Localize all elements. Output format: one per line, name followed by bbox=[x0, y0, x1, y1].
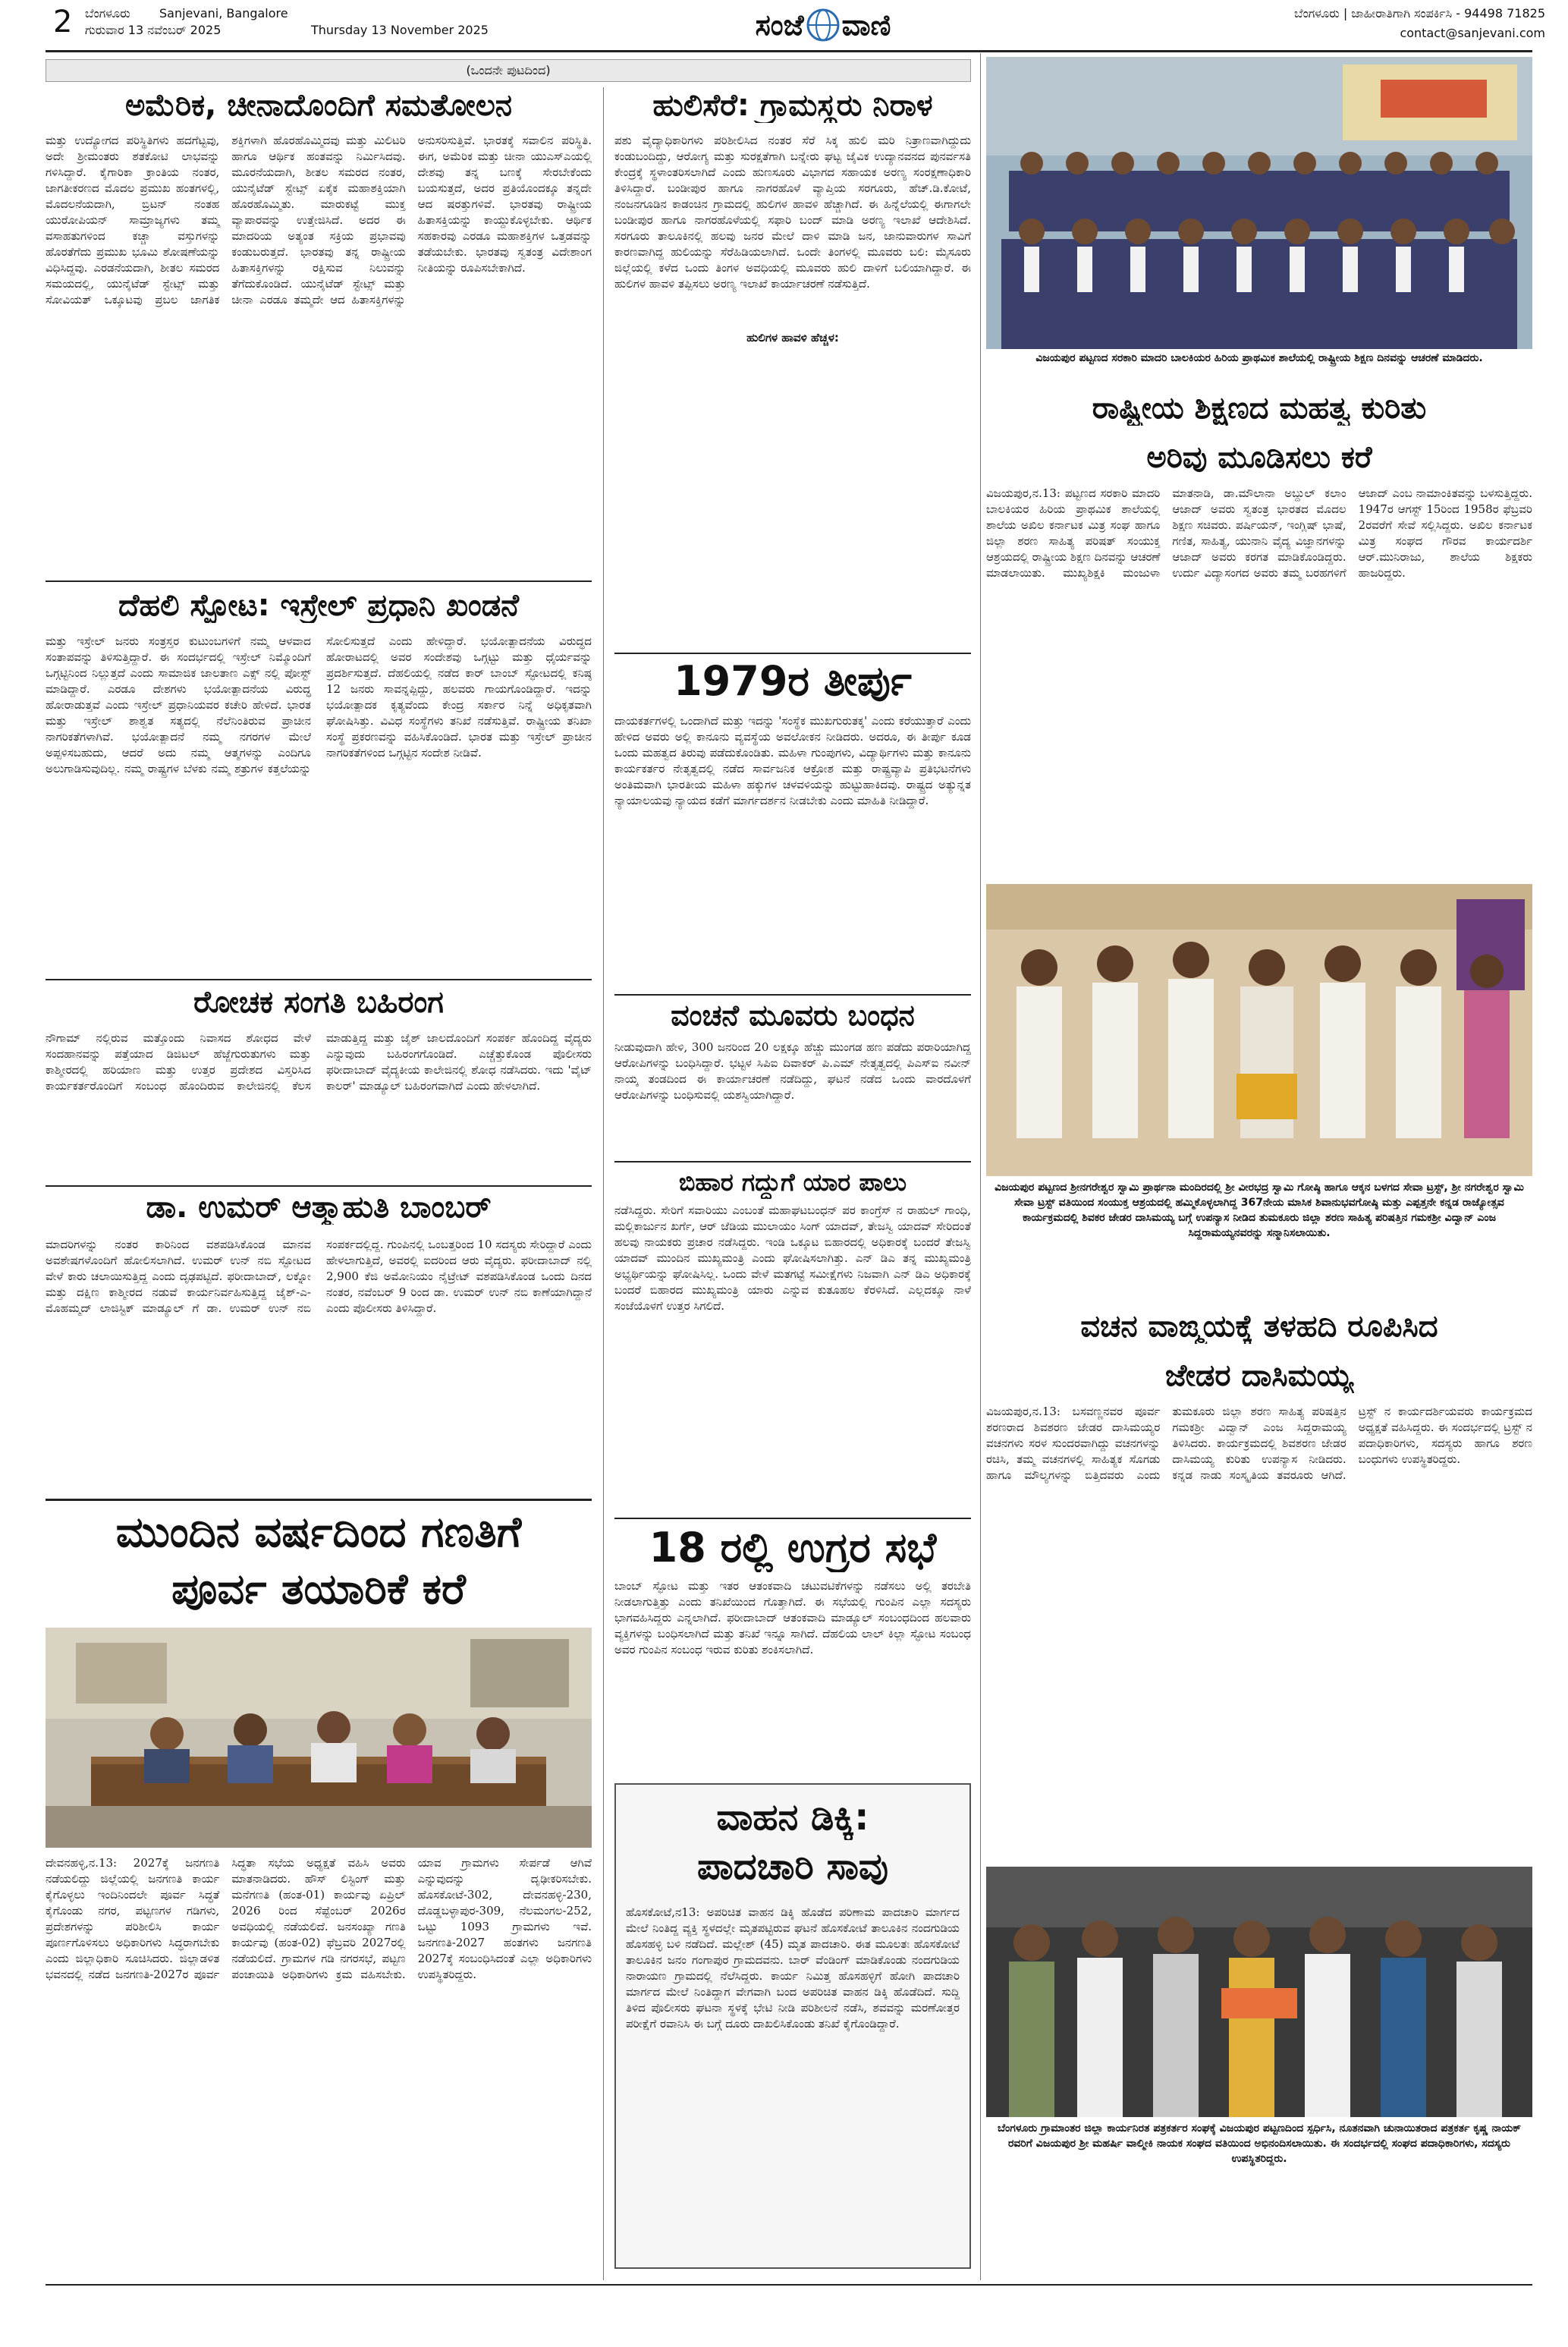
delhi-body bbox=[46, 634, 592, 975]
header-city: ಬೆಂಗಳೂರು bbox=[85, 6, 130, 20]
journalist-felicitation-photo bbox=[986, 1867, 1532, 2117]
rochaka-body bbox=[46, 1030, 592, 1182]
rochaka-headline: ರೋಚಕ ಸಂಗತಿ ಬಹಿರಂಗ bbox=[193, 985, 444, 1020]
census-headline-line1: ಮುಂದಿನ ವರ್ಷದಿಂದ ಗಣತಿಗೆ bbox=[115, 1508, 522, 1557]
journalist-photo-illustration bbox=[986, 1867, 1532, 2117]
logo-left-text: ಸಂಜೆ bbox=[755, 8, 804, 42]
meeting-photo-illustration bbox=[46, 1628, 592, 1848]
divider-h bbox=[614, 653, 971, 654]
hulisere-headline: ಹುಲಿಸೆರೆ: ಗ್ರಾಮಸ್ಥರು ನಿರಾಳ bbox=[652, 88, 933, 123]
divider-h bbox=[46, 1185, 592, 1187]
jedara-headline-line2: ಜೇಡರ ದಾಸಿಮಯ್ಯ bbox=[1164, 1358, 1354, 1393]
accident-body bbox=[626, 1905, 960, 2261]
divider-h bbox=[614, 994, 971, 996]
globe-icon bbox=[806, 8, 841, 42]
school-photo-caption: ವಿಜಯಪುರ ಪಟ್ಟಣದ ಸರಕಾರಿ ಮಾದರಿ ಬಾಲಕಿಯರ ಹಿರಿಯ ಪ್ರಾಥಮಿಕ ಶಾಲೆಯಲ್ಲಿ ರಾಷ್ಟ್ರೀಯ ಶಿಕ್ಷಣ ದಿನವನ್ನು ಆಚರಣೆ ಮಾಡಿದರು. bbox=[1035, 352, 1483, 364]
hulisere-subhead: ಹುಲಿಗಳ ಹಾವಳಿ ಹೆಚ್ಚಳ: bbox=[614, 330, 971, 346]
tirpu-body-text: ದಾಯಕರ್ತಗಳಲ್ಲಿ ಒಂದಾಗಿದೆ ಮತ್ತು ಇದನ್ನು 'ಸಂಸ್ಥೆಕ ಮುಖಗುರುತಕ್ಕ' ಎಂದು ಕರೆಯುತ್ತಾರೆ ಎಂದು ಹೇಳಿದ ಅವರು ಅಲ್ಲಿ ಕಾನೂನು ವ್ಯವಸ್ಥೆಯ ಅವಲೋಕನ ನೀಡಿದರು. ಅದರೂ, ಈ ತೀರ್ಪು ಕೂಡ ಒಂದು ಮಹತ್ವದ ತಿರುವು ಪಡೆದುಕೊಂಡಿತು. ಮಹಿಳಾ ಗುಂಪುಗಳು, ವಿದ್ಯಾರ್ಥಿಗಳು ಮತ್ತು ಕಾನೂನು ಕಾರ್ಯಕರ್ತರ ನೇತೃತ್ವದಲ್ಲಿ ನಡೆದ ಸಾರ್ವಜನಿಕ ಆಕ್ರೋಶ ಮತ್ತು ರಾಷ್ಟ್ರವ್ಯಾಪಿ ಪ್ರತಿಭಟನೆಗಳು ಅಂತಿಮವಾಗಿ ಭಾರತೀಯ ಮಹಿಳಾ ಹಕ್ಕುಗಳ ಚಳವಳಿಯನ್ನು ಹುಟ್ಟುಹಾಕಿದವು. ರಾಷ್ಟ್ರದ ಅತ್ಯುನ್ನತ ನ್ಯಾಯಾಲಯವು ನ್ಯಾಯದ ಕಡೆಗೆ ಮಾರ್ಗದರ್ಶನ ನೀಡಬೇಕು ಎಂದು ಮಾಹಿತಿ ನೀಡಿದ್ದಾರೆ. bbox=[614, 714, 971, 807]
education-headline-line2: ಅರಿವು ಮೂಡಿಸಲು ಕರೆ bbox=[1146, 440, 1372, 475]
umar-body bbox=[46, 1237, 592, 1495]
divider-h bbox=[46, 580, 592, 582]
bihar-headline: ಬಿಹಾರ ಗದ್ದುಗೆ ಯಾರ ಪಾಲು bbox=[678, 1168, 907, 1197]
rochaka-body-text: ನೌಗಾಮ್ ನಲ್ಲಿರುವ ಮತ್ತೊಂದು ನಿವಾಸದ ಶೋಧದ ವೇಳೆ ಸಂದಹಾನವನ್ನು ಪತ್ತೆಯಾದ ಡಿಜಿಟಲ್ ಹೆಜ್ಜೆಗುರುತುಗಳು ಮತ್ತು ಕಾಶ್ಮೀರದಲ್ಲಿ ಹರಿಯಾಣ ಮತ್ತು ಉತ್ತರ ಪ್ರದೇಶದ ವಿಸ್ತರಿಸಿದ ಕಾರ್ಯಕರ್ತರೊಂದಿಗೆ ಸಂಬಂಧ ಹೊಂದಿರುವ ಕಾಲೇಜಿನಲ್ಲಿ ಕೆಲಸ ಮಾಡುತ್ತಿದ್ದ ಮತ್ತು ಜೈಶ್ ಜಾಲದೊಂದಿಗೆ ಸಂಪರ್ಕ ಹೊಂದಿದ್ದ ವೈದ್ಯರು ಎನ್ನುವುದು ಬಹಿರಂಗಗೊಂಡಿದೆ. ಎಚ್ಚೆತ್ತುಕೊಂಡ ಪೊಲೀಸರು ಫರೀದಾಬಾದ್ ವೈದ್ಯಕೀಯ ಕಾಲೇಜಿನಲ್ಲಿ ಶೋಧ ನಡೆಸಿದರು. ಇದು 'ವೈಟ್ ಕಾಲರ್' ಮಾಡ್ಯೂಲ್ ಬಹಿರಂಗವಾಗಿದೆ ಎಂದು ಹೇಳಲಾಗಿದೆ. bbox=[46, 1031, 592, 1093]
school-photo bbox=[986, 57, 1532, 349]
education-body-text: ವಿಜಯಪುರ,ನ.13: ಪಟ್ಟಣದ ಸರಕಾರಿ ಮಾದರಿ ಬಾಲಕಿಯರ ಹಿರಿಯ ಪ್ರಾಥಮಿಕ ಶಾಲೆಯಲ್ಲಿ ಶಾಲೆಯ ಅಖಿಲ ಕರ್ನಾಟಕ ಮಿತ್ರ ಸಂಘ ಹಾಗೂ ಜಿಲ್ಲಾ ಶರಣ ಸಾಹಿತ್ಯ ಪರಿಷತ್ ಸಂಯುಕ್ತ ಆಶ್ರಯದಲ್ಲಿ ರಾಷ್ಟ್ರೀಯ ಶಿಕ್ಷಣ ದಿನವನ್ನು ಆಚರಣೆ ಮಾಡಲಾಯಿತು. ಮುಖ್ಯಶಿಕ್ಷಕಿ ಮಂಜುಳಾ ಮಾತನಾಡಿ, ಡಾ.ಮೌಲಾನಾ ಅಬ್ದುಲ್ ಕಲಾಂ ಆಜಾದ್ ಅವರು ಸ್ವತಂತ್ರ ಭಾರತದ ಮೊದಲ ಶಿಕ್ಷಣ ಸಚಿವರು. ಪರ್ಷಿಯನ್, ಇಂಗ್ಲಿಷ್ ಭಾಷೆ, ಗಣಿತ, ಸಾಹಿತ್ಯ, ಯುನಾನಿ ವೈದ್ಯ ವಿಜ್ಞಾನಗಳನ್ನು ಆಜಾದ್ ಅವರು ಕರಗತ ಮಾಡಿಕೊಂಡಿದ್ದರು. ಉರ್ದು ವಿದ್ಯಾಸಂಗದ ಅವರು ತಮ್ಮ ಬರಹಗಳಿಗೆ ಆಜಾದ್ ಎಂಬ ನಾಮಾಂಕಿತವನ್ನು ಬಳಸುತ್ತಿದ್ದರು. 1947ರ ಆಗಸ್ಟ್ 15ರಿಂದ 1958ರ ಫೆಬ್ರವರಿ 2ರವರೆಗೆ ಸೇವೆ ಸಲ್ಲಿಸಿದ್ದರು. ಅಖಿಲ ಕರ್ನಾಟಕ ಮಿತ್ರ ಸಂಘದ ಗೌರವ ಕಾರ್ಯದರ್ಶಿ ಆರ್.ಮುನಿರಾಜು, ಶಾಲೆಯ ಶಿಕ್ಷಕರು ಹಾಜರಿದ್ದರು. bbox=[986, 486, 1532, 580]
column-divider bbox=[603, 87, 604, 2280]
divider-h bbox=[614, 1161, 971, 1162]
education-body bbox=[986, 486, 1532, 873]
america-body-text: ಮತ್ತು ಉದ್ಯೋಗದ ಪರಿಸ್ಥಿತಿಗಳು ಹದಗೆಟ್ಟವು, ಅದೇ ಶ್ರೀಮಂತರು ಶತಕೋಟಿ ಲಾಭವನ್ನು ಗಳಿಸಿದ್ದಾರೆ. ಕೈಗಾರಿಕಾ ಕ್ರಾಂತಿಯ ನಂತರ, ಜಾಗತೀಕರಣದ ಮೊದಲ ಪ್ರಮುಖ ಹಂತಗಳಲ್ಲಿ, ಮೊದಲನೆಯದಾಗಿ, ಬ್ರಿಟನ್ ನಂತಹ ಯುರೋಪಿಯನ್ ಸಾಮ್ರಾಜ್ಯಗಳು ತಮ್ಮ ವಸಾಹತುಗಳಿಂದ ಕಚ್ಚಾ ವಸ್ತುಗಳನ್ನು ಹೊರತೆಗೆದು ಪ್ರಮುಖ ಭೂಮಿ ಶೋಷಣೆಯನ್ನು ವಿಧಿಸಿದ್ದವು. ಎರಡನೆಯದಾಗಿ, ಶೀತಲ ಸಮರದ ಸಮಯದಲ್ಲಿ, ಯುನೈಟೆಡ್ ಸ್ಟೇಟ್ಸ್ ಮತ್ತು ಸೋವಿಯತ್ ಒಕ್ಕೂಟವು ಪ್ರಬಲ ಜಾಗತಿಕ ಶಕ್ತಿಗಳಾಗಿ ಹೊರಹೊಮ್ಮಿದವು ಮತ್ತು ಮಿಲಿಟರಿ ಹಾಗೂ ಆರ್ಥಿಕ ಹಂತವನ್ನು ನಿರ್ಮಿಸಿದವು. ಮೂರನೆಯದಾಗಿ, ಶೀತಲ ಸಮರದ ನಂತರ, ಯುನೈಟೆಡ್ ಸ್ಟೇಟ್ಸ್ ಏಕೈಕ ಮಹಾಶಕ್ತಿಯಾಗಿ ಹೊರಹೊಮ್ಮಿತು. ಮಾರುಕಟ್ಟೆ ಮುಕ್ತ ವ್ಯಾಪಾರವನ್ನು ಉತ್ತೇಜಿಸಿದೆ. ಅದರ ಈ ಮಾದರಿಯ ಅತ್ಯಂತ ಸಕ್ರಿಯ ಪ್ರಭಾವವು ಕಂಡುಬರುತ್ತದೆ. ಭಾರತವು ತನ್ನ ರಾಷ್ಟ್ರೀಯ ಹಿತಾಸಕ್ತಿಗಳನ್ನು ರಕ್ಷಿಸುವ ನಿಲುವನ್ನು ತೆಗೆದುಕೊಂಡಿದೆ. ಯುನೈಟೆಡ್ ಸ್ಟೇಟ್ಸ್ ಮತ್ತು ಚೀನಾ ಎರಡೂ ತಮ್ಮದೇ ಆದ ಹಿತಾಸಕ್ತಿಗಳನ್ನು ಅನುಸರಿಸುತ್ತಿವೆ. ಭಾರತಕ್ಕೆ ಸವಾಲಿನ ಪರಿಸ್ಥಿತಿ. ಈಗ, ಅಮೆರಿಕ ಮತ್ತು ಚೀನಾ ಯುಎಸ್ಎಯಲ್ಲಿ ದೇಶವು ತನ್ನ ಬಣಕ್ಕೆ ಸೇರಬೇಕೆಂದು ಬಯಸುತ್ತದೆ, ಅದರ ಪ್ರತಿಯೊಂದಕ್ಕೂ ತನ್ನದೇ ಆದ ಷರತ್ತುಗಳಿವೆ. ಭಾರತವು ರಾಷ್ಟ್ರೀಯ ಹಿತಾಸಕ್ತಿಯನ್ನು ಕಾಯ್ದುಕೊಳ್ಳಬೇಕು. ಆರ್ಥಿಕ ಸಹಕಾರವು ಎರಡೂ ಮಹಾಶಕ್ತಿಗಳ ಒತ್ತಡವನ್ನು ತಡೆಯಬೇಕು. ಭಾರತವು ಸ್ವತಂತ್ರ ವಿದೇಶಾಂಗ ನೀತಿಯನ್ನು ರೂಪಿಸಬೇಕಾಗಿದೆ. bbox=[46, 134, 592, 307]
vanchane-body bbox=[614, 1040, 971, 1157]
bihar-body-text: ನಡೆಸಿದ್ದರು. ಸೇರಿಗೆ ಸವಾರಿಯು ಎಂಬಂತೆ ಮಹಾಘಟಬಂಧನ್ ಪರ ಕಾಂಗ್ರೆಸ್ ನ ರಾಹುಲ್ ಗಾಂಧಿ, ಮಲ್ಲಿಕಾರ್ಜುನ ಖರ್ಗೆ, ಆರ್ ಜೆಡಿಯ ಮುಲಾಯಂ ಸಿಂಗ್ ಯಾದವ್, ತೇಜಸ್ವಿ ಯಾದವ್ ಸೇರಿದಂತೆ ಹಲವು ನಾಯಕರು ಪ್ರಚಾರ ನಡೆಸಿದ್ದರು. ಇಂಡಿ ಒಕ್ಕೂಟ ಬಿಹಾರದಲ್ಲಿ ಅಧಿಕಾರಕ್ಕೆ ಬಂದರೆ ತೇಜಸ್ವಿ ಯಾದವ್ ಮುಂದಿನ ಮುಖ್ಯಮಂತ್ರಿ ಎಂದು ಘೋಷಿಸಲಾಗಿತ್ತು. ಎನ್ ಡಿಎ ತನ್ನ ಮುಖ್ಯಮಂತ್ರಿ ಅಭ್ಯರ್ಥಿಯನ್ನು ಘೋಷಿಸಿಲ್ಲ. ಒಂದು ವೇಳೆ ಮತಗಟ್ಟೆ ಸಮೀಕ್ಷೆಗಳು ನಿಜವಾಗಿ ಎನ್ ಡಿಎ ಅಧಿಕಾರಕ್ಕೆ ಬಂದರೆ ಬಿಹಾರದ ಮುಖ್ಯಮಂತ್ರಿ ಯಾರು ಎನ್ನುವ ಕುತೂಹಲ ಕೆರಳಿಸಿದೆ. ಎಲ್ಲದಕ್ಕೂ ನಾಳೆ ಸಂಜೆಯೊಳಗೆ ಉತ್ತರ ಸಿಗಲಿದೆ. bbox=[614, 1203, 971, 1313]
sabhe-headline: 18 ರಲ್ಲಿ ಉಗ್ರರ ಸಭೆ bbox=[649, 1524, 937, 1571]
tirpu-body bbox=[614, 713, 971, 986]
bihar-body bbox=[614, 1203, 971, 1514]
divider-h bbox=[46, 1499, 592, 1501]
header-divider bbox=[46, 50, 1532, 52]
felicitation-photo bbox=[986, 884, 1532, 1176]
header-email[interactable]: contact@sanjevani.com bbox=[1400, 26, 1545, 40]
tirpu-headline: 1979ರ ತೀರ್ಪು bbox=[674, 657, 912, 705]
masthead-logo bbox=[698, 6, 948, 44]
census-body bbox=[46, 1855, 592, 2280]
america-headline: ಅಮೆರಿಕ, ಚೀನಾದೊಂದಿಗೆ ಸಮತೋಲನ bbox=[125, 88, 512, 123]
column-divider bbox=[980, 53, 981, 2280]
accident-headline-line2: ಪಾದಚಾರಿ ಸಾವು bbox=[696, 1845, 889, 1888]
journalist-photo-caption: ಬೆಂಗಳೂರು ಗ್ರಾಮಾಂತರ ಜಿಲ್ಲಾ ಕಾರ್ಯನಿರತ ಪತ್ರಕರ್ತರ ಸಂಘಕ್ಕೆ ವಿಜಯಪುರ ಪಟ್ಟಣದಿಂದ ಸ್ಪರ್ಧಿಸಿ, ನೂತನವಾಗಿ ಚುನಾಯಿತರಾದ ಪತ್ರಕರ್ತ ಕೃಷ್ಣ ನಾಯಕ್ ರವರಿಗೆ ವಿಜಯಪುರ ಶ್ರೀ ಮಹರ್ಷಿ ವಾಲ್ಮೀಕಿ ನಾಯಕ ಸಂಘದ ವತಿಯಿಂದ ಅಭಿನಂದಿಸಲಾಯಿತು. ಈ ಸಂದರ್ಭದಲ್ಲಿ ಸಂಘದ ಪದಾಧಿಕಾರಿಗಳು, ಸದಸ್ಯರು ಉಪಸ್ಥಿತರಿದ್ದರು. bbox=[997, 2122, 1522, 2165]
america-body bbox=[46, 133, 592, 577]
logo-right-text: ವಾಣಿ bbox=[841, 8, 891, 42]
header-ad-contact: ಬೆಂಗಳೂರು | ಜಾಹೀರಾತಿಗಾಗಿ ಸಂಪರ್ಕಿಸಿ - 94498 71825 bbox=[1294, 6, 1545, 20]
footer-divider bbox=[46, 2284, 1532, 2286]
delhi-headline: ದೆಹಲಿ ಸ್ಫೋಟ: ಇಸ್ರೇಲ್ ಪ್ರಧಾನಿ ಖಂಡನೆ bbox=[118, 588, 520, 623]
header-date-en: Thursday 13 November 2025 bbox=[311, 23, 489, 37]
continued-banner: (ಒಂದನೇ ಪುಟದಿಂದ) bbox=[46, 59, 971, 82]
umar-body-text: ಮಾದರಿಗಳನ್ನು ನಂತರ ಕಾರಿನಿಂದ ವಶಪಡಿಸಿಕೊಂಡ ಮಾನವ ಅವಶೇಷಗಳೊಂದಿಗೆ ಹೋಲಿಸಲಾಗಿದೆ. ಉಮರ್ ಉನ್ ನಬಿ ಸ್ಫೋಟದ ವೇಳೆ ಕಾರು ಚಲಾಯಿಸುತ್ತಿದ್ದ ಎಂದು ದೃಢಪಟ್ಟಿದೆ. ಫರೀದಾಬಾದ್, ಲಕ್ನೋ ಮತ್ತು ದಕ್ಷಿಣ ಕಾಶ್ಮೀರದ ನಡುವೆ ಕಾರ್ಯನಿರ್ವಹಿಸುತ್ತಿದ್ದ ಜೈಶ್-ಎ-ಮೊಹಮ್ಮದ್ ಲಾಜಿಸ್ಟಿಕ್ ಮಾಡ್ಯೂಲ್ ಗೆ ಡಾ. ಉಮರ್ ಉನ್ ನಬಿ ಸಂಪರ್ಕದಲ್ಲಿದ್ದ. ಗುಂಪಿನಲ್ಲಿ ಒಂಬತ್ತರಿಂದ 10 ಸದಸ್ಯರು ಸೇರಿದ್ದಾರೆ ಎಂದು ಹೇಳಲಾಗುತ್ತಿದೆ, ಅವರಲ್ಲಿ ಐದರಿಂದ ಆರು ವೈದ್ಯರು. ಫರೀದಾಬಾದ್ ನಲ್ಲಿ 2,900 ಕೆಜಿ ಅಮೋನಿಯಂ ನೈಟ್ರೇಟ್ ವಶಪಡಿಸಿಕೊಂಡ ಒಂದು ದಿನದ ನಂತರ, ನವೆಂಬರ್ 9 ರಿಂದ ಡಾ. ಉಮರ್ ಉನ್ ನಬಿ ಕಾಣೆಯಾಗಿದ್ದಾನೆ ಎಂದು ಪೊಲೀಸರು ತಿಳಿಸಿದ್ದಾರೆ. bbox=[46, 1238, 592, 1315]
census-body-text: ದೇವನಹಳ್ಳಿ,ನ.13: 2027ಕ್ಕೆ ಜನಗಣತಿ ನಡೆಯಲಿದ್ದು ಜಿಲ್ಲೆಯಲ್ಲಿ ಜನಗಣತಿ ಕಾರ್ಯ ಕೈಗೊಳ್ಳಲು ಇಂದಿನಿಂದಲೇ ಪೂರ್ವ ಸಿದ್ಧತೆ ಕೈಗೊಂಡು ನಗರ, ಪಟ್ಟಣಗಳ ಗಡಿಗಳು, ಪ್ರದೇಶಗಳನ್ನು ಪರಿಶೀಲಿಸಿ ಕಾರ್ಯ ಪೂರ್ಣಗೊಳಿಸಲು ಅಧಿಕಾರಿಗಳು ಸಿದ್ಧರಾಗಬೇಕು ಎಂದು ಜಿಲ್ಲಾಧಿಕಾರಿ ಸೂಚಿಸಿದರು. ಜಿಲ್ಲಾಡಳಿತ ಭವನದಲ್ಲಿ ನಡೆದ ಜನಗಣತಿ-2027ರ ಪೂರ್ವ ಸಿದ್ಧತಾ ಸಭೆಯ ಅಧ್ಯಕ್ಷತೆ ವಹಿಸಿ ಅವರು ಮಾತನಾಡಿದರು. ಹೌಸ್ ಲಿಸ್ಟಿಂಗ್ ಮತ್ತು ಮನೆಗಣತಿ (ಹಂತ-01) ಕಾರ್ಯವು ಏಪ್ರಿಲ್ 2026 ರಿಂದ ಸೆಪ್ಟೆಂಬರ್ 2026ರ ಅವಧಿಯಲ್ಲಿ ನಡೆಯಲಿದೆ. ಜನಸಂಖ್ಯಾ ಗಣತಿ ಕಾರ್ಯವು (ಹಂತ-02) ಫೆಬ್ರವರಿ 2027ರಲ್ಲಿ ನಡೆಯಲಿದೆ. ಗ್ರಾಮಗಳ ಗಡಿ ನಗರಸಭೆ, ಪಟ್ಟಣ ಪಂಚಾಯಿತಿ ಅಧಿಕಾರಿಗಳು ಕ್ರಮ ವಹಿಸಬೇಕು. ಯಾವ ಗ್ರಾಮಗಳು ಸೇರ್ಪಡೆ ಆಗಿವೆ ಎನ್ನುವುದನ್ನು ದೃಢೀಕರಿಸಬೇಕು. ಹೊಸಕೋಟೆ-302, ದೇವನಹಳ್ಳಿ-230, ದೊಡ್ಡಬಳ್ಳಾಪುರ-309, ನೆಲಮಂಗಲ-252, ಒಟ್ಟು 1093 ಗ್ರಾಮಗಳು ಇವೆ. ಜನಗಣತಿ-2027 ಹಂತಗಳು ಜನಗಣತಿ 2027ಕ್ಕೆ ಸಂಬಂಧಿಸಿದಂತೆ ಎಲ್ಲಾ ಅಧಿಕಾರಿಗಳು ಉಪಸ್ಥಿತರಿದ್ದರು. bbox=[46, 1856, 592, 1981]
accident-body-text: ಹೊಸಕೋಟೆ,ನ13: ಅಪರಿಚಿತ ವಾಹನ ಡಿಕ್ಕಿ ಹೊಡೆದ ಪರಿಣಾಮ ಪಾದಚಾರಿ ಮಾರ್ಗದ ಮೇಲೆ ನಿಂತಿದ್ದ ವ್ಯಕ್ತಿ ಸ್ಥಳದಲ್ಲೇ ಮೃತಪಟ್ಟಿರುವ ಘಟನೆ ಹೊಸಕೋಟೆ ತಾಲೂಕಿನ ನಂದಗುಡಿಯ ಹೊಸಹಳ್ಳಿ ಬಳಿ ನಡೆದಿದೆ. ಮಲ್ಲೇಶ್ (45) ಮೃತ ಪಾದಚಾರಿ. ಈತ ಮೂಲತಃ ಹೊಸಕೋಟೆ ತಾಲೂಕಿನ ಜನಂ ಗಂಗಾಪುರ ಗ್ರಾಮದವನು. ಬಾರ್ ವೆಂಡಿಂಗ್ ಮಾಡಿಕೊಂಡು ನಂದಗುಡಿಯ ನಾರಾಯಣ ಗ್ರಾಮದಲ್ಲಿ ನೆಲೆಸಿದ್ದರು. ಕಾರ್ಯ ನಿಮಿತ್ತ ಹೊಸಹಳ್ಳಿಗೆ ಹೋಗಿ ಪಾದಚಾರಿ ಮಾರ್ಗದ ಮೇಲೆ ನಿಂತಿದ್ದಾಗ ವೇಗವಾಗಿ ಬಂದ ಅಪರಿಚಿತ ವಾಹನ ಡಿಕ್ಕಿ ಹೊಡೆದಿದೆ. ಸುದ್ದಿ ತಿಳಿದ ಪೊಲೀಸರು ಘಟನಾ ಸ್ಥಳಕ್ಕೆ ಭೇಟಿ ನೀಡಿ ಪರಿಶೀಲನೆ ನಡೆಸಿ, ಶವವನ್ನು ಮರಣೋತ್ತರ ಪರೀಕ್ಷೆಗೆ ರವಾನಿಸಿ ಈ ಬಗ್ಗೆ ದೂರು ದಾಖಲಿಸಿಕೊಂಡು ತನಿಖೆ ಕೈಗೊಂಡಿದ್ದಾರೆ. bbox=[626, 1905, 960, 2031]
school-photo-illustration bbox=[986, 57, 1532, 349]
umar-headline: ಡಾ. ಉಮರ್ ಆತ್ಮಾಹುತಿ ಬಾಂಬರ್ bbox=[146, 1190, 492, 1225]
accident-headline-line1: ವಾಹನ ಡಿಕ್ಕಿ: bbox=[716, 1796, 869, 1839]
census-headline-line2: ಪೂರ್ವ ತಯಾರಿಕೆ ಕರೆ bbox=[171, 1565, 466, 1614]
hulisere-body bbox=[614, 133, 971, 649]
divider-h bbox=[46, 979, 592, 980]
education-headline-line1: ರಾಷ್ಟ್ರೀಯ ಶಿಕ್ಷಣದ ಮಹತ್ವ ಕುರಿತು bbox=[1092, 391, 1427, 426]
vanchane-body-text: ನೀಡುವುದಾಗಿ ಹೇಳಿ, 300 ಜನರಿಂದ 20 ಲಕ್ಷಕ್ಕೂ ಹೆಚ್ಚು ಮುಂಗಡ ಹಣ ಪಡೆದು ಪರಾರಿಯಾಗಿದ್ದ ಆರೋಪಿಗಳನ್ನು ಬಂಧಿಸಿದ್ದಾರೆ. ಭಟ್ಟಳ ಸಿಪಿಐ ದಿವಾಕರ್ ಪಿ.ಎಮ್ ನೇತೃತ್ವದಲ್ಲಿ ಪಿಎಸ್ಐ ನವೀನ್ ನಾಯ್ಕ ತಂಡದಿಂದ ಈ ಕಾರ್ಯಾಚರಣೆ ನಡೆದಿದ್ದು, ಘಟನೆ ನಡೆದ ಒಂದು ವಾರದೊಳಗೆ ಆರೋಪಿಗಳನ್ನು ಬಂಧಿಸುವಲ್ಲಿ ಯಶಸ್ವಿಯಾಗಿದ್ದಾರೆ. bbox=[614, 1040, 971, 1102]
vanchane-headline: ವಂಚನೆ ಮೂವರು ಬಂಧನ bbox=[671, 999, 915, 1032]
sabhe-body-text: ಬಾಂಬ್ ಸ್ಫೋಟ ಮತ್ತು ಇತರ ಆತಂಕವಾದಿ ಚಟುವಟಿಕೆಗಳನ್ನು ನಡೆಸಲು ಅಲ್ಲಿ ತರಬೇತಿ ನೀಡಲಾಗುತ್ತಿತ್ತು ಎಂದು ತನಿಖೆಯಿಂದ ಗೊತ್ತಾಗಿದೆ. ಈ ಸಭೆಯಲ್ಲಿ ಗುಂಪಿನ ಎಲ್ಲಾ ಸದಸ್ಯರು ಭಾಗವಹಿಸಿದ್ದರು ಎನ್ನಲಾಗಿದೆ. ಫರೀದಾಬಾದ್ ಆತಂಕವಾದಿ ಮಾಡ್ಯೂಲ್ ಸಂಬಂಧದಿಂದ ಹಲವಾರು ವ್ಯಕ್ತಿಗಳನ್ನು ಬಂಧಿಸಲಾಗಿದೆ ಮತ್ತು ತನಿಖೆ ಇನ್ನೂ ಸಾಗಿದೆ. ದೆಹಲಿಯ ಲಾಲ್ ಕಿಲ್ಲಾ ಸ್ಫೋಟ ಸಂಬಂಧ ಅವರ ಗುಂಪಿನ ಸಂಬಂಧ ಇರುವ ಕುರಿತು ಶಂಕಿಸಲಾಗಿದೆ. bbox=[614, 1579, 971, 1656]
jedara-body bbox=[986, 1404, 1532, 1859]
census-meeting-photo bbox=[46, 1628, 592, 1848]
page-number: 2 bbox=[53, 5, 73, 39]
divider-h bbox=[614, 1518, 971, 1519]
felicitation-photo-illustration bbox=[986, 884, 1532, 1176]
felicitation-photo-caption: ವಿಜಯಪುರ ಪಟ್ಟಣದ ಶ್ರೀನಗರೇಶ್ವರ ಸ್ವಾಮಿ ಪ್ರಾರ್ಥನಾ ಮಂದಿರದಲ್ಲಿ ಶ್ರೀ ವೀರಭದ್ರ ಸ್ವಾಮಿ ಗೋಷ್ಠಿ ಹಾಗೂ ಆಕ್ಕನ ಬಳಗದ ಸೇವಾ ಟ್ರಸ್ಟ್, ಶ್ರೀ ನಗರೇಶ್ವರ ಸ್ವಾಮಿ ಸೇವಾ ಟ್ರಸ್ಟ್ ವತಿಯಿಂದ ಸಂಯುಕ್ತ ಆಶ್ರಯದಲ್ಲಿ ಹಮ್ಮಿಕೊಳ್ಳಲಾಗಿದ್ದ 367ನೇಯ ಮಾಸಿಕ ಶಿವಾನುಭವಗೋಷ್ಠಿ ಮತ್ತು ಎಪ್ಪತ್ತನೇ ಕನ್ನಡ ರಾಜ್ಯೋತ್ಸವ ಕಾರ್ಯಕ್ರಮದಲ್ಲಿ ಶಿವಕರ ಜೇಡರ ದಾಸಿಮಯ್ಯ ಬಗ್ಗೆ ಉಪನ್ಯಾಸ ನೀಡಿದ ತುಮಕೂರು ಜಿಲ್ಲಾ ಶರಣ ಸಾಹಿತ್ಯ ಪರಿಷತ್ತಿನ ಗಮಕಶ್ರೀ ವಿದ್ವಾನ್ ಎಂಜ ಸಿದ್ದರಾಮಯ್ಯನವರನ್ನು ಸನ್ಮಾನಿಸಲಾಯಿತು. bbox=[995, 1181, 1524, 1239]
sabhe-body bbox=[614, 1578, 971, 1776]
hulisere-body-text: ಪಶು ವೈದ್ಯಾಧಿಕಾರಿಗಳು ಪರಿಶೀಲಿಸಿದ ನಂತರ ಸೆರೆ ಸಿಕ್ಕ ಹುಲಿ ಮರಿ ನಿತ್ರಾಣವಾಗಿದ್ದುದು ಕಂಡುಬಂದಿದ್ದು, ಆರೋಗ್ಯ ಮತ್ತು ಸುರಕ್ಷತೆಗಾಗಿ ಬನ್ನೇರು ಘಟ್ಟ ಜೈವಿಕ ಉದ್ಯಾನವನದ ಪುನರ್ವಸತಿ ಕೇಂದ್ರಕ್ಕೆ ಸ್ಥಳಾಂತರಿಸಲಾಗಿದೆ ಎಂದು ಹುಣಸೂರು ವಿಭಾಗದ ಸಹಾಯಕ ಅರಣ್ಯ ಸಂರಕ್ಷಣಾಧಿಕಾರಿ ತಿಳಿಸಿದ್ದಾರೆ. ಬಂಡೀಪುರ ಹಾಗೂ ನಾಗರಹೊಳೆ ವ್ಯಾಪ್ತಿಯ ಸರಗೂರು, ಹೆಚ್.ಡಿ.ಕೋಟೆ, ನಂಜನಗೂಡಿನ ಕಾಡಂಚಿನ ಗ್ರಾಮದಲ್ಲಿ ಹುಲಿಗಳ ಹಾವಳಿ ಹೆಚ್ಚಾಗಿದೆ. ಈ ಹಿನ್ನೆಲೆಯಲ್ಲಿ ಈಗಾಗಲೇ ಬಂಡೀಪುರ ಹಾಗೂ ನಾಗರಹೊಳೆಯಲ್ಲಿ ಸಫಾರಿ ಬಂದ್ ಮಾಡಿ ಅರಣ್ಯ ಇಲಾಖೆ ಆದೇಶಿಸಿದೆ. ಸರಗೂರು ತಾಲೂಕಿನಲ್ಲಿ ಹಲವು ಜನರ ಮೇಲೆ ದಾಳಿ ಮಾಡಿ ಜನ, ಜಾನುವಾರುಗಳ ಸಾವಿಗೆ ಕಾರಣವಾಗಿದ್ದ ಹುಲಿಯನ್ನು ಸೆರೆಹಿಡಿಯಲಾಗಿದೆ. ಒಂದೇ ತಿಂಗಳಲ್ಲಿ ಮೂವರು ಬಲಿ: ಮೈಸೂರು ಜಿಲ್ಲೆಯಲ್ಲಿ ಕಳೆದ ಒಂದು ತಿಂಗಳ ಅವಧಿಯಲ್ಲಿ ಮೂವರು ಹುಲಿ ದಾಳಿಗೆ ಬಲಿಯಾಗಿದ್ದಾರೆ. ಈ ಹುಲಿಗಳ ಹಾವಳಿ ತಪ್ಪಿಸಲು ಅರಣ್ಯ ಇಲಾಖೆ ಕಾರ್ಯಾಚರಣೆ ನಡೆಸುತ್ತಿದೆ. bbox=[614, 134, 971, 291]
header-paper-name: Sanjevani, Bangalore bbox=[159, 6, 288, 20]
jedara-body-text: ವಿಜಯಪುರ,ನ.13: ಬಸವಣ್ಣನವರ ಪೂರ್ವ ಶರಣರಾದ ಶಿವಶರಣ ಜೇಡರ ದಾಸಿಮಯ್ಯರ ವಚನಗಳು ಸರಳ ಸುಂದರವಾಗಿದ್ದು ವಚನಗಳನ್ನು ರಚಿಸಿ, ತಮ್ಮ ವಚನಗಳಲ್ಲಿ ಸಾಹಿತ್ಯಕ ಸೊಗಡು ಹಾಗೂ ಮೌಲ್ಯಗಳನ್ನು ಬಿತ್ತಿದವರು ಎಂದು ತುಮಕೂರು ಜಿಲ್ಲಾ ಶರಣ ಸಾಹಿತ್ಯ ಪರಿಷತ್ತಿನ ಗಮಕಶ್ರೀ ವಿದ್ವಾನ್ ಎಂಜ ಸಿದ್ದರಾಮಯ್ಯ ತಿಳಿಸಿದರು. ಕಾರ್ಯಕ್ರಮದಲ್ಲಿ ಶಿವಶರಣ ಜೇಡರ ದಾಸಿಮಯ್ಯ ಕುರಿತು ಉಪನ್ಯಾಸ ನೀಡಿದರು. ಕನ್ನಡ ನಾಡು ಸಂಸ್ಕೃತಿಯ ತವರೂರು ಆಗಿದೆ. ಟ್ರಸ್ಟ್ ನ ಕಾರ್ಯದರ್ಶಿಯವರು ಕಾರ್ಯಕ್ರಮದ ಅಧ್ಯಕ್ಷತೆ ವಹಿಸಿದ್ದರು. ಈ ಸಂದರ್ಭದಲ್ಲಿ ಟ್ರಸ್ಟ್ ನ ಪದಾಧಿಕಾರಿಗಳು, ಸದಸ್ಯರು ಹಾಗೂ ಶರಣ ಬಂಧುಗಳು ಉಪಸ್ಥಿತರಿದ್ದರು. bbox=[986, 1405, 1532, 1482]
header-date-kn: ಗುರುವಾರ 13 ನವೆಂಬರ್ 2025 bbox=[85, 23, 222, 37]
jedara-headline-line1: ವಚನ ವಾಙ್ಮಯಕ್ಕೆ ತಳಹದಿ ರೂಪಿಸಿದ bbox=[1080, 1309, 1438, 1344]
delhi-body-text: ಮತ್ತು ಇಸ್ರೇಲ್ ಜನರು ಸಂತ್ರಸ್ತರ ಕುಟುಂಬಗಳಿಗೆ ನಮ್ಮ ಆಳವಾದ ಸಂತಾಪವನ್ನು ತಿಳಿಸುತ್ತಿದ್ದಾರೆ. ಈ ಸಂದರ್ಭದಲ್ಲಿ ಇಸ್ರೇಲ್ ನಿಮ್ಮೊಂದಿಗೆ ಒಗ್ಗಟ್ಟಿನಿಂದ ನಿಲ್ಲುತ್ತದೆ ಎಂದು ಸಾಮಾಜಿಕ ಜಾಲತಾಣ ಎಕ್ಸ್ ನಲ್ಲಿ ಪೋಸ್ಟ್ ಮಾಡಿದ್ದಾರೆ. ಎರಡೂ ದೇಶಗಳು ಭಯೋತ್ಪಾದನೆಯ ವಿರುದ್ಧ ಹೋರಾಡುತ್ತವೆ ಎಂದು ಇಸ್ರೇಲ್ ಪ್ರಧಾನಿಯವರ ಕಚೇರಿ ಹೇಳಿದೆ. ಭಾರತ ಮತ್ತು ಇಸ್ರೇಲ್ ಶಾಶ್ವತ ಸತ್ಯದಲ್ಲಿ ನೆಲೆನಿಂತಿರುವ ಪ್ರಾಚೀನ ನಾಗರಿಕತೆಗಳಾಗಿವೆ. ಭಯೋತ್ಪಾದನೆ ನಮ್ಮ ನಗರಗಳ ಮೇಲೆ ಅಪ್ಪಳಿಸಬಹುದು, ಆದರೆ ಅದು ನಮ್ಮ ಆತ್ಮಗಳನ್ನು ಎಂದಿಗೂ ಅಲುಗಾಡಿಸುವುದಿಲ್ಲ. ನಮ್ಮ ರಾಷ್ಟ್ರಗಳ ಬೆಳಕು ನಮ್ಮ ಶತ್ರುಗಳ ಕತ್ತಲೆಯನ್ನು ಸೋಲಿಸುತ್ತದೆ ಎಂದು ಹೇಳಿದ್ದಾರೆ. ಭಯೋತ್ಪಾದನೆಯ ವಿರುದ್ಧದ ಹೋರಾಟದಲ್ಲಿ ಅವರ ಸಂದೇಶವು ಒಗ್ಗಟ್ಟು ಮತ್ತು ಧೈರ್ಯವನ್ನು ಪ್ರದರ್ಶಿಸುತ್ತದೆ. ದೆಹಲಿಯಲ್ಲಿ ನಡೆದ ಕಾರ್ ಬಾಂಬ್ ಸ್ಫೋಟದಲ್ಲಿ ಕನಿಷ್ಠ 12 ಜನರು ಸಾವನ್ನಪ್ಪಿದ್ದು, ಹಲವರು ಗಾಯಗೊಂಡಿದ್ದಾರೆ. ಇದನ್ನು ಭಯೋತ್ಪಾದಕ ಕೃತ್ಯವೆಂದು ಕೇಂದ್ರ ಸರ್ಕಾರ ನಿನ್ನೆ ಅಧಿಕೃತವಾಗಿ ಘೋಷಿಸಿತ್ತು. ವಿವಿಧ ಸಂಸ್ಥೆಗಳು ತನಿಖೆ ನಡೆಸುತ್ತಿವೆ. ರಾಷ್ಟ್ರೀಯ ತನಿಖಾ ಸಂಸ್ಥೆ ಪ್ರಕರಣವನ್ನು ವಹಿಸಿಕೊಂಡಿದೆ. ಭಾರತ ಮತ್ತು ಇಸ್ರೇಲ್ ಪ್ರಾಚೀನ ನಾಗರಿಕತೆಗಳಿಂದ ಒಗ್ಗಟ್ಟಿನ ಸಂದೇಶ ನೀಡಿವೆ. bbox=[46, 634, 592, 776]
